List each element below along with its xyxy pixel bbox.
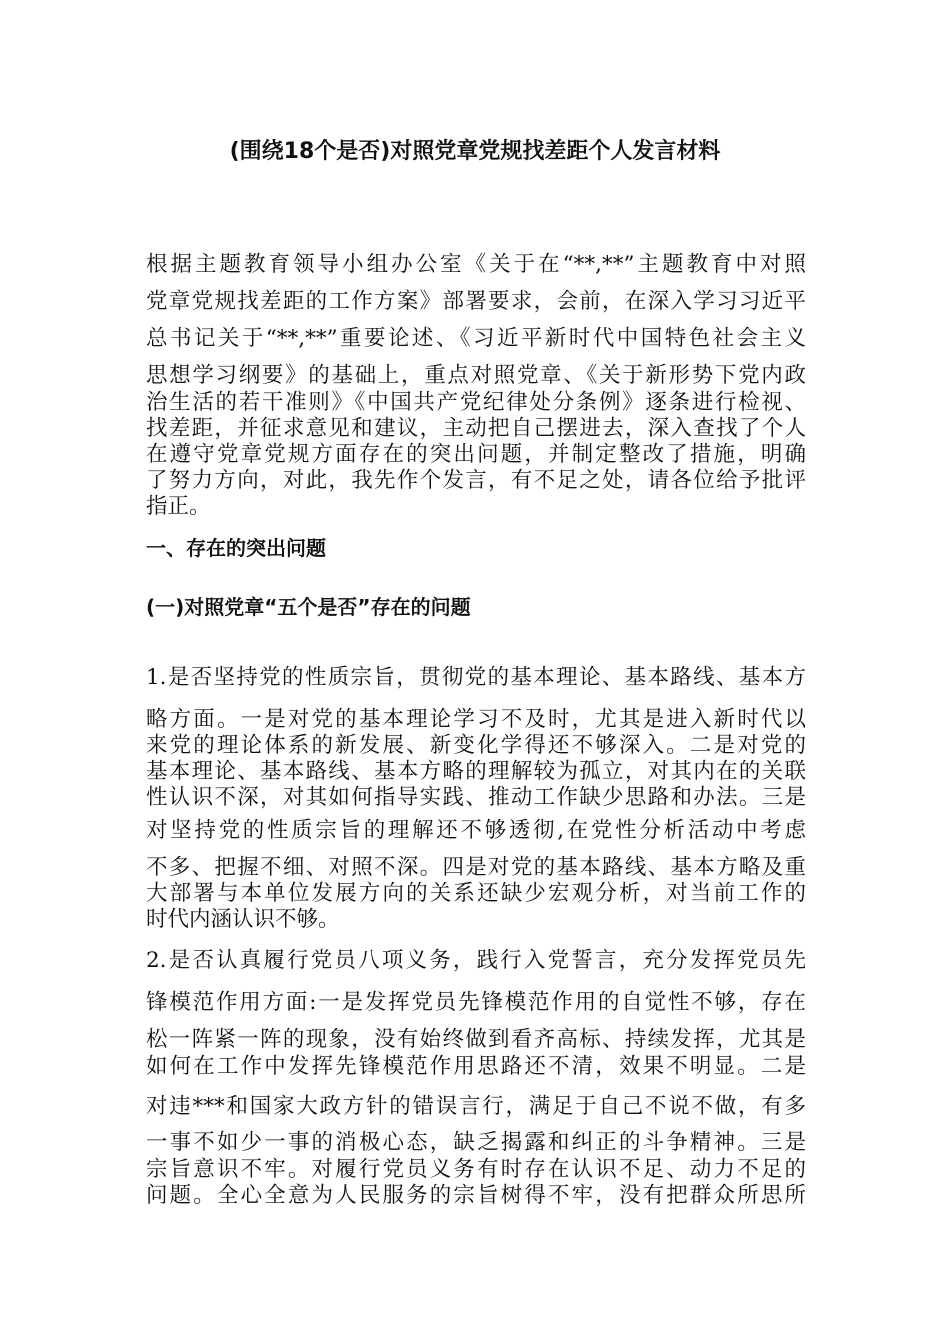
item2-line-8: 问题。全心全意为人民服务的宗旨树得不牢，没有把群众所思所 bbox=[146, 1183, 806, 1208]
intro-line-3: 总书记关于“**,**”重要论述、《习近平新时代中国特色社会主义 bbox=[146, 326, 806, 351]
intro-line-4: 思想学习纲要》的基础上，重点对照党章、《关于新形势下党内政 bbox=[146, 363, 806, 388]
intro-line-9: 指正。 bbox=[146, 494, 211, 519]
intro-line-7: 在遵守党章党规方面存在的突出问题，并制定整改了措施，明确 bbox=[146, 442, 806, 467]
item1-line-6: 对坚持党的性质宗旨的理解还不够透彻,在党性分析活动中考虑 bbox=[146, 818, 806, 843]
item2-line-6: 一事不如少一事的消极心态，缺乏揭露和纠正的斗争精神。三是 bbox=[146, 1130, 806, 1155]
document-title: (围绕18个是否)对照党章党规找差距个人发言材料 bbox=[229, 139, 721, 164]
intro-line-8: 了努力方向，对此，我先作个发言，有不足之处，请各位给予批评 bbox=[146, 468, 806, 493]
item1-line-8: 大部署与本单位发展方向的关系还缺少宏观分析，对当前工作的 bbox=[146, 881, 806, 906]
item2-line-5: 对违***和国家大政方针的错误言行，满足于自己不说不做，有多 bbox=[146, 1094, 806, 1119]
intro-line-2: 党章党规找差距的工作方案》部署要求，会前，在深入学习习近平 bbox=[146, 289, 806, 314]
item1-line-3: 来党的理论体系的新发展、新变化学得还不够深入。二是对党的 bbox=[146, 733, 806, 758]
item2-line-1: 2.是否认真履行党员八项义务，践行入党誓言，充分发挥党员先 bbox=[146, 948, 806, 973]
subsection-heading: (一)对照党章“五个是否”存在的问题 bbox=[146, 595, 471, 619]
item1-line-9: 时代内涵认识不够。 bbox=[146, 907, 340, 932]
item1-line-5: 性认识不深，对其如何指导实践、推动工作缺少思路和办法。三是 bbox=[146, 785, 806, 810]
intro-line-5: 治生活的若干准则》《中国共产党纪律处分条例》逐条进行检视、 bbox=[146, 390, 806, 415]
item2-line-3: 松一阵紧一阵的现象，没有始终做到看齐高标、持续发挥，尤其是 bbox=[146, 1027, 806, 1052]
item2-line-4: 如何在工作中发挥先锋模范作用思路还不清，效果不明显。二是 bbox=[146, 1054, 806, 1079]
item1-line-2: 略方面。一是对党的基本理论学习不及时，尤其是进入新时代以 bbox=[146, 707, 806, 732]
intro-line-6: 找差距，并征求意见和建议，主动把自己摆进去，深入查找了个人 bbox=[146, 416, 806, 441]
section-heading: 一、存在的突出问题 bbox=[146, 536, 326, 560]
item2-line-2: 锋模范作用方面:一是发挥党员先锋模范作用的自觉性不够，存在 bbox=[146, 990, 806, 1015]
item1-line-1: 1.是否坚持党的性质宗旨，贯彻党的基本理论、基本路线、基本方 bbox=[146, 665, 806, 690]
intro-line-1: 根据主题教育领导小组办公室《关于在“**,**”主题教育中对照 bbox=[146, 252, 806, 277]
item2-line-7: 宗旨意识不牢。对履行党员义务有时存在认识不足、动力不足的 bbox=[146, 1157, 806, 1182]
item1-line-7: 不多、把握不细、对照不深。四是对党的基本路线、基本方略及重 bbox=[146, 855, 806, 880]
item1-line-4: 基本理论、基本路线、基本方略的理解较为孤立，对其内在的关联 bbox=[146, 759, 806, 784]
